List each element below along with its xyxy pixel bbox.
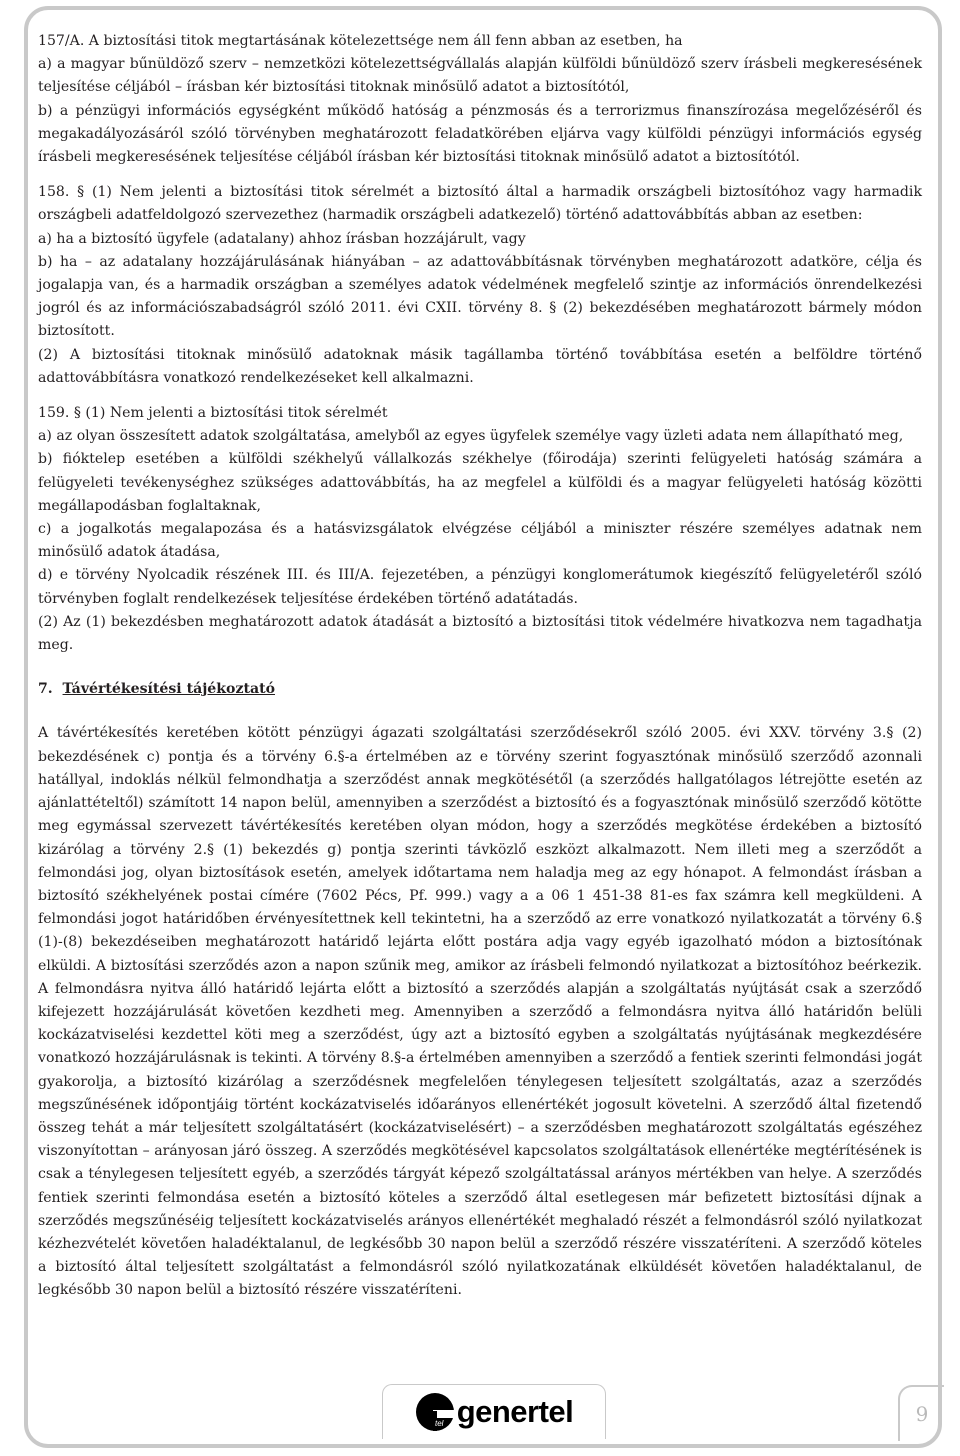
logo-text: genertel <box>456 1394 574 1429</box>
paragraph: (2) Az (1) bekezdésben meghatározott adatok átadását a biztosító a biztosítási titok védelmére hivatkozva nem tagadhatja meg. <box>38 613 922 654</box>
svg-text:tel: tel <box>434 1419 444 1428</box>
footer-logo-box <box>382 1384 606 1439</box>
paragraph: (2) A biztosítási titoknak minősülő adatoknak másik tagállamba történő továbbítása esetén a belföldre történő adattovábbításra vonatkozó rendelkezéseket kell alkalmazni. <box>38 346 922 386</box>
paragraph: b) ha – az adatalany hozzájárulásának hiányában – az adattovábbításnak törvényben meghatározott adatköre, célja és jogalapja van, és a harmadik országban a személyes adatok védelmének megfelelő szintje az információs önrendelkezési jogról és az információszabadságról szóló 2011. évi CXII. törvény 8. § (2) bekezdésében meghatározott bármely módon biztosított. <box>38 253 922 340</box>
paragraph: b) fióktelep esetében a külföldi székhelyű vállalkozás székhelye (főirodája) szerinti felügyeleti hatóság számára a felügyeleti tevékenységhez szükséges adattovábbítás, ha az megfelel a külföldi és a magyar felügyeleti hatóság közötti megállapodásban foglaltaknak, <box>38 451 922 514</box>
paragraph: a) ha a biztosító ügyfele (adatalany) ahhoz írásban hozzájárult, vagy <box>38 230 526 247</box>
genertel-logo <box>415 1392 574 1432</box>
paragraph: b) a pénzügyi információs egységként működő hatóság a pénzmosás és a terrorizmus finanszírozása megelőzéséről és megakadályozásáról szóló törvényben meghatározott feladatkörében eljárva vagy külföldi pénzügyi információs egység írásbeli megkeresésének teljesítése céljából írásban kér biztosítási titoknak minősülő adatot a biztosítótól. <box>38 102 922 166</box>
section-159 <box>38 402 922 657</box>
section-158 <box>38 181 922 390</box>
paragraph: d) e törvény Nyolcadik részének III. és III/A. fejezetében, a pénzügyi konglomerátumok kiegészítő felügyeletéről szóló törvényben foglalt rendelkezések teljesítése érdekében történő adatátadás. <box>38 567 922 607</box>
document-body <box>38 30 922 1303</box>
logo-g-icon <box>415 1392 455 1432</box>
page-number: 9 <box>898 1385 944 1441</box>
paragraph: c) a jogalkotás megalapozása és a hatásvizsgálatok elvégzése céljából a miniszter részére személyes adatnak nem minősülő adatok átadása, <box>38 521 922 561</box>
paragraph: A távértékesítés keretében kötött pénzügyi ágazati szolgáltatási szerződésekről szóló 2005. évi XXV. törvény 3.§ (2) bekezdésének c) pontja és a törvény 6.§-a értelmében az e törvény szerint fogyasztónak minősülő szerződő azonnali hatállyal, indoklás nélkül felmondhatja a szerződést annak megkötésétől (a szerződés hallgatólagos létrejötte esetén az ajánlattételtől) számított 14 napon belül, amennyiben a szerződést a biztosító és a fogyasztónak minősülő szerződő kötötte meg egymással szervezett távértékesítés keretében olyan módon, hogy a szerződés megkötése érdekében a biztosító kizárólag a törvény 2.§ (1) bekezdés g) pontja szerinti távközlő eszközt alkalmazott. Nem illeti meg a szerződőt a felmondási jog, olyan biztosítások esetén, amelyek időtartama nem haladja meg az egy hónapot. A felmondást írásban a biztosító székhelyének postai címére (7602 Pécs, Pf. 999.) vagy a a 06 1 451-38 81-es fax számra kell megküldeni. A felmondási jogot határidőben érvényesítettnek kell tekintetni, ha a szerződő az erre vonatkozó nyilatkozatát a törvény 6.§ (1)-(8) bekezdéseiben meghatározott határidő lejárta előtt postára adja vagy egyéb igazolható módon a biztosítónak elküldi. A biztosítási szerződés azon a napon szűnik meg, amikor az írásbeli felmondó nyilatkozat a biztosítóhoz beérkezik. A felmondásra nyitva álló határidő lejárta előtt a biztosító a szerződés alapján a szolgáltatás nyújtását csak a szerződő kifejezett hozzájárulását követően kezdheti meg. Amennyiben a szerződő a felmondásra nyitva álló határidőn belüli kockázatviselési kezdettel köti meg a szerződést, úgy azt a biztosító egyben a szolgáltatás nyújtásának megkezdésére vonatkozó hozzájárulásnak is tekinti. A törvény 8.§-a értelmében amennyiben a szerződő a fentiek szerinti felmondási jogát gyakorolja, a biztosító kizárólag a szerződésnek megfelelően ténylegesen teljesített szolgáltatás, azaz a szerződés megszűnésének időpontjáig történt kockázatviselés időarányos ellenértékét jogosult követelni. A szerződő által fizetendő összeg tehát a már teljesített szolgáltatásért (kockázatviselésért) – a szerződésben meghatározott szolgáltatás egészéhez viszonyítottan – arányosan járó összeg. A szerződés megkötésével kapcsolatos szolgáltatások ellenértéke megtérítésének is csak a ténylegesen teljesített egyéb, a szerződés tárgyát képező szolgáltatással arányos mértékben van helye. A szerződés fentiek szerinti felmondása esetén a biztosító köteles a szerződő által esetlegesen már befizetett biztosítási díjnak a szerződés megszűnéséig teljesített kockázatviselés arányos ellenértékét meghaladó részét a felmondásról szóló nyilatkozat kézhezvételét követően haladéktalanul, de legkésőbb 30 napon belül a szerződő részére visszatéríteni. A szerződő köteles a biztosító által teljesített szolgáltatást a felmondásról szóló nyilatkozatának elküldését követően haladéktalanul, de legkésőbb 30 napon belül a biztosító részére visszatéríteni. <box>38 725 922 1299</box>
paragraph: 158. § (1) Nem jelenti a biztosítási titok sérelmét a biztosító által a harmadik országbeli biztosítóhoz vagy harmadik országbeli adatfeldolgozó szervezethez (harmadik országbeli adatkezelő) történő adattovábbítás abban az esetben: <box>38 184 922 224</box>
section-title: Távértékesítési tájékoztató <box>62 681 275 698</box>
paragraph: a) az olyan összesített adatok szolgáltatása, amelyből az egyes ügyfelek személye vagy üzleti adata nem állapítható meg, <box>38 428 904 445</box>
section-heading <box>38 678 922 701</box>
paragraph: 159. § (1) Nem jelenti a biztosítási titok sérelmét <box>38 405 388 422</box>
paragraph: 157/A. A biztosítási titok megtartásának kötelezettsége nem áll fenn abban az esetben, ha <box>38 33 683 49</box>
section-number: 7. <box>38 681 53 698</box>
paragraph: a) a magyar bűnüldöző szerv – nemzetközi kötelezettségvállalás alapján külföldi bűnüldöző szerv írásbeli megkeresésének teljesítése céljából – írásban kér biztosítási titoknak minősülő adatot a biztosítótól, <box>38 56 922 96</box>
section-157a <box>38 30 922 169</box>
